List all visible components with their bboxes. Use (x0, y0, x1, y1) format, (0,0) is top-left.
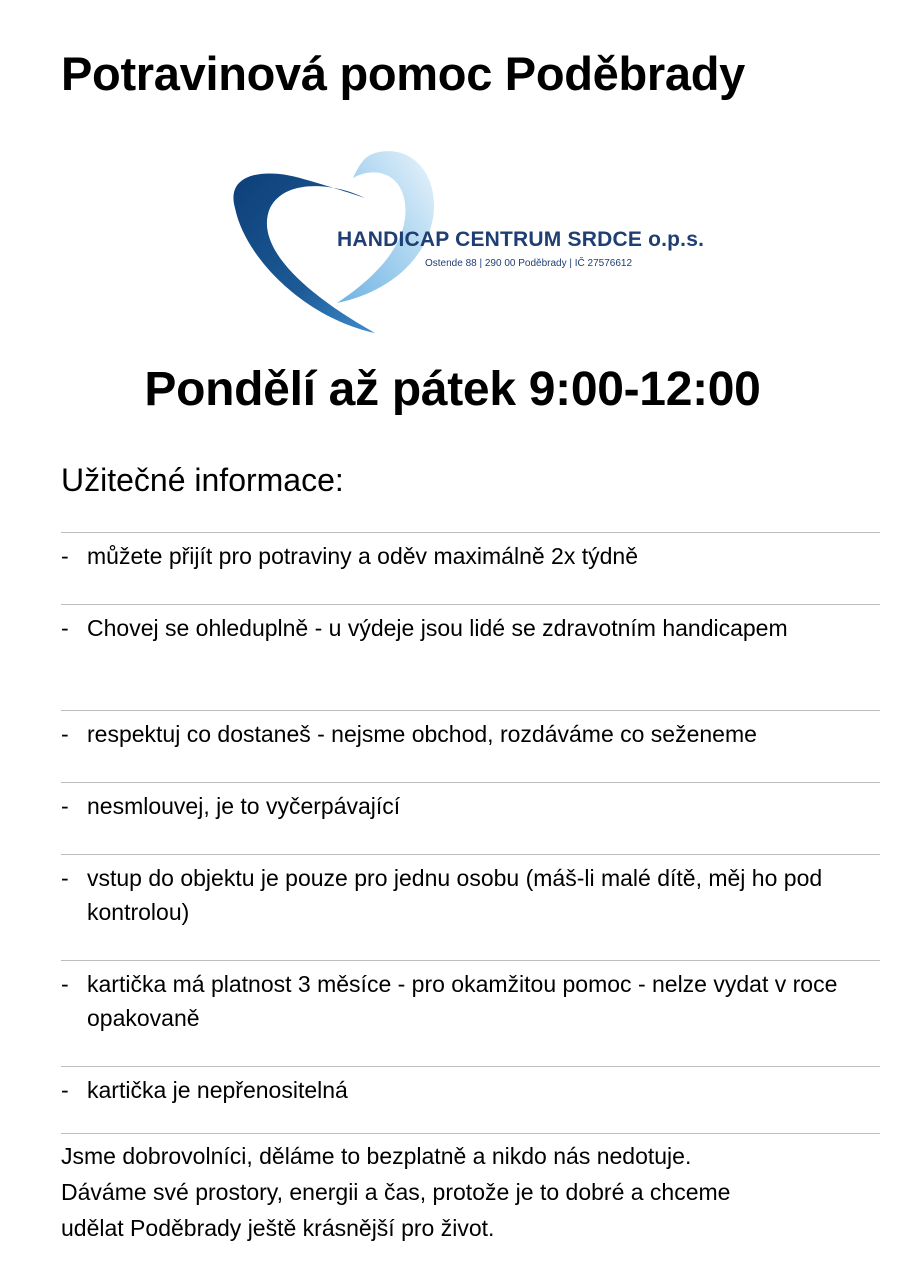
list-item-text: nesmlouvej, je to vyčerpávající (87, 793, 401, 819)
closing-line: Dáváme své prostory, energii a čas, protože je to dobré a chceme (61, 1179, 731, 1205)
closing-paragraph (61, 1133, 880, 1246)
organization-logo (225, 148, 725, 340)
organization-suffix: o.p.s. (648, 228, 705, 251)
list-dash: - (61, 971, 69, 997)
list-item (61, 960, 880, 1066)
info-heading: Užitečné informace: (61, 462, 344, 498)
closing-line: udělat Poděbrady ještě krásnější pro život. (61, 1215, 495, 1241)
list-item (61, 782, 880, 854)
list-item (61, 710, 880, 782)
list-item-text: respektuj co dostaneš - nejsme obchod, rozdáváme co seženeme (87, 721, 757, 747)
page-title: Potravinová pomoc Poděbrady (61, 47, 746, 100)
list-dash: - (61, 721, 69, 747)
opening-hours: Pondělí až pátek 9:00-12:00 (144, 363, 761, 416)
list-item (61, 604, 880, 710)
list-item-text: můžete přijít pro potraviny a oděv maximálně 2x týdně (87, 543, 638, 569)
list-dash: - (61, 543, 69, 569)
list-dash: - (61, 615, 69, 641)
list-item-text: kartička je nepřenositelná (87, 1077, 348, 1103)
list-item-text: Chovej se ohleduplně - u výdeje jsou lidé se zdravotním handicapem (87, 615, 788, 641)
organization-address: Ostende 88 | 290 00 Poděbrady | IČ 27576612 (425, 258, 633, 269)
list-item-text: kartička má platnost 3 měsíce - pro okamžitou pomoc - nelze vydat v roce opakovaně (87, 971, 838, 1031)
list-dash: - (61, 1077, 69, 1103)
list-item-text: vstup do objektu je pouze pro jednu osobu (máš-li malé dítě, měj ho pod kontrolou) (87, 865, 823, 925)
list-item (61, 854, 880, 960)
list-dash: - (61, 793, 69, 819)
info-list (61, 532, 880, 1138)
list-item (61, 532, 880, 604)
closing-line: Jsme dobrovolníci, děláme to bezplatně a nikdo nás nedotuje. (61, 1143, 692, 1169)
list-item (61, 1066, 880, 1138)
list-dash: - (61, 865, 69, 891)
organization-name: HANDICAP CENTRUM SRDCE (337, 228, 643, 251)
